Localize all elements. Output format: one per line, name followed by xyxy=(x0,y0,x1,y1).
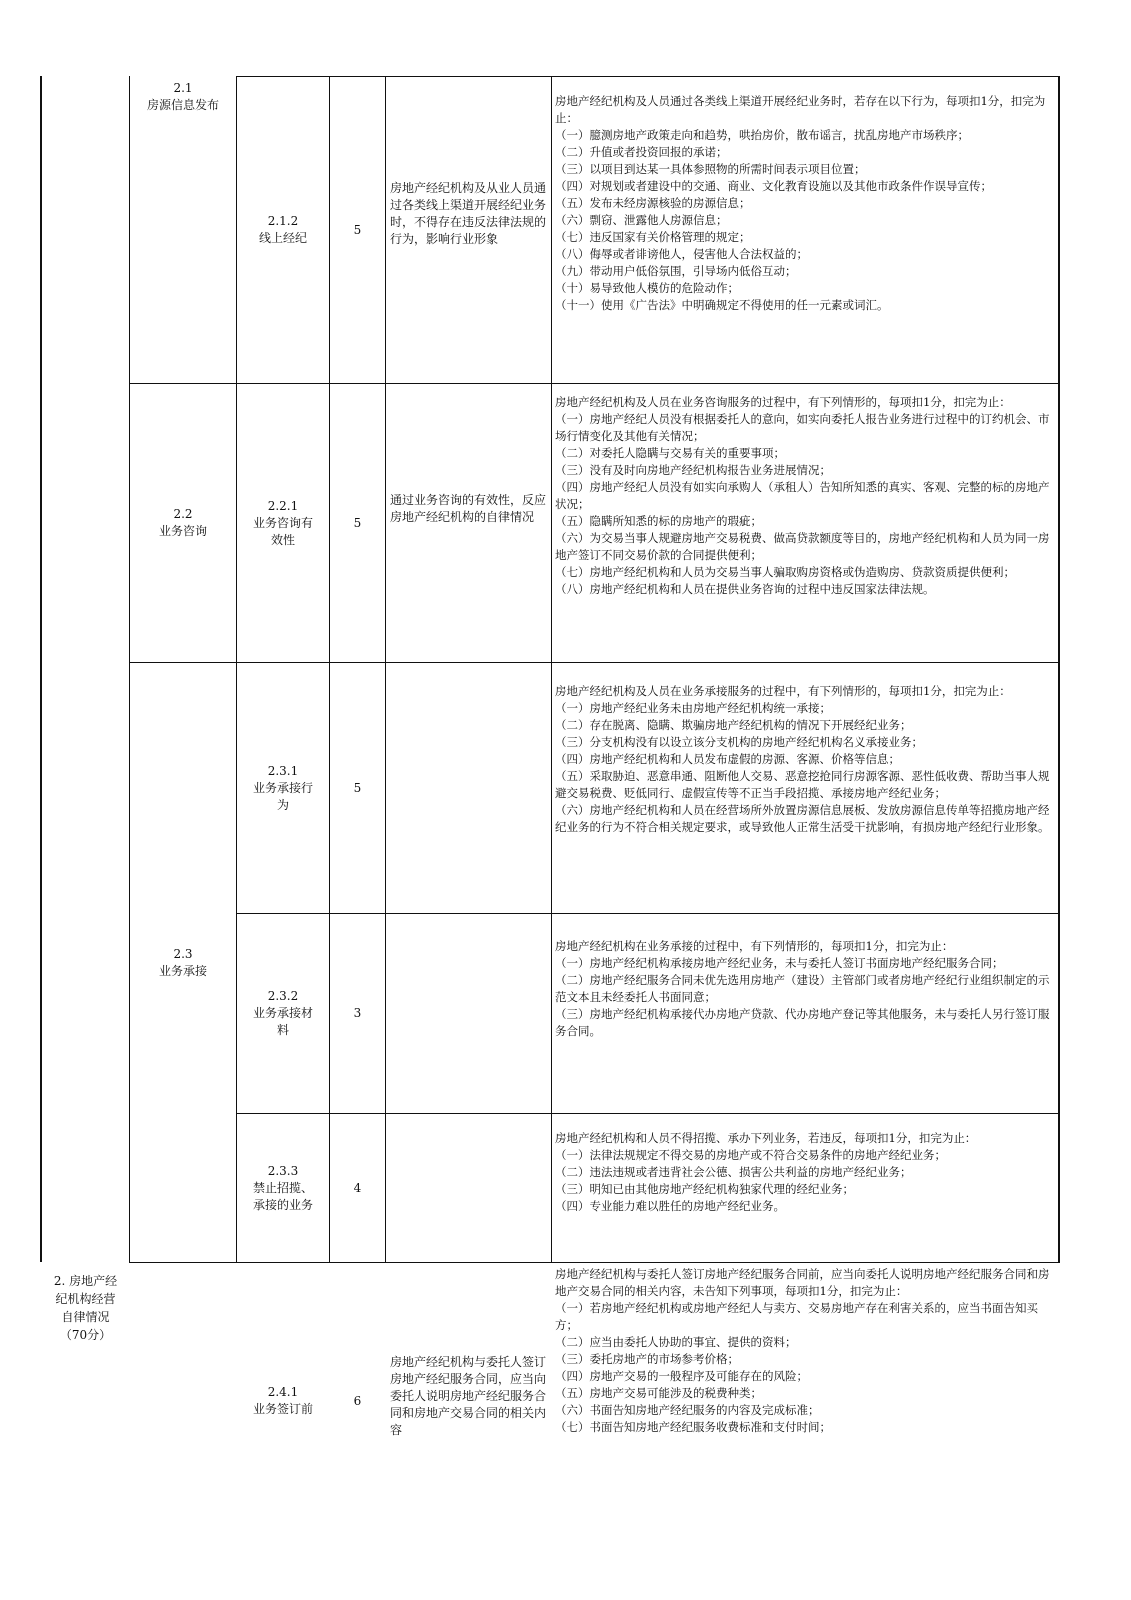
item-2-3-2 xyxy=(237,914,329,1113)
item-2-1-2 xyxy=(237,77,329,383)
item-name: 业务承接材 料 xyxy=(252,1006,313,1037)
rule-line: （一）法律法规规定不得交易的房地产或不符合交易条件的房地产经纪业务； xyxy=(555,1148,946,1162)
rule-line: （二）房地产经纪服务合同未优先选用房地产（建设）主管部门或者房地产经纪行业组织制定的示范文本且未经委托人书面同意； xyxy=(555,973,1050,1004)
item-rules xyxy=(555,93,1053,381)
rule-line: （四）房地产交易的一般程序及可能存在的风险； xyxy=(555,1369,808,1383)
rule-line: （七）房地产经纪机构和人员为交易当事人骗取购房资格或伪造购房、贷款资质提供便利； xyxy=(555,565,1015,579)
item-code: 2.2.1 xyxy=(267,498,299,513)
section-code: 2.1 xyxy=(173,81,193,95)
item-2-4-1 xyxy=(237,1263,329,1439)
rule-line: （二）违法违规或者违背社会公德、损害公共利益的房地产经纪业务； xyxy=(555,1165,912,1179)
section-name: 房源信息发布 xyxy=(146,98,219,112)
rule-line: （五）隐瞒所知悉的标的房地产的瑕疵； xyxy=(555,514,762,528)
rule-line: （四）房地产经纪人员没有如实向承购人（承租人）告知所知悉的真实、客观、完整的标的房地产状况； xyxy=(555,480,1050,511)
rule-line: （一）房地产经纪人员没有根据委托人的意向，如实向委托人报告业务进行过程中的订约机会、市场行情变化及其他有关情况； xyxy=(555,412,1050,443)
rule-line: （六）剽窃、泄露他人房源信息； xyxy=(555,213,728,227)
item-description: 房地产经纪机构与委托人签订房地产经纪服务合同，应当向委托人说明房地产经纪服务合同和房地产交易合同的相关内容 xyxy=(390,1355,547,1437)
table-border-left xyxy=(40,76,42,1262)
rule-line: （三）以项目到达某一具体参照物的所需时间表示项目位置； xyxy=(555,162,866,176)
rule-line: （十）易导致他人模仿的危险动作； xyxy=(555,281,739,295)
item-code: 2.3.3 xyxy=(267,1163,299,1178)
rule-line: （六）为交易当事人规避房地产交易税费、做高贷款额度等目的，房地产经纪机构和人员为同一房地产签订不同交易价款的合同提供便利； xyxy=(555,531,1050,562)
item-code: 2.4.1 xyxy=(267,1385,299,1399)
rule-line: 房地产经纪机构和人员不得招揽、承办下列业务，若违反，每项扣1分，扣完为止： xyxy=(555,1131,977,1145)
item-name: 业务咨询有 效性 xyxy=(252,515,313,547)
rule-line: 房地产经纪机构及人员在业务咨询服务的过程中，有下列情形的，每项扣1分，扣完为止： xyxy=(555,395,1011,409)
item-description: 房地产经纪机构及从业人员通过各类线上渠道开展经纪业务时，不得存在违反法律法规的行为，影响行业形象 xyxy=(390,181,547,246)
item-rules xyxy=(555,1266,1053,1462)
item-name: 禁止招揽、 承接的业务 xyxy=(252,1180,313,1212)
section-name: 业务咨询 xyxy=(158,524,207,538)
column-divider-desc xyxy=(385,76,386,1262)
item-2-3-1 xyxy=(237,663,329,913)
rule-line: （八）房地产经纪机构和人员在提供业务咨询的过程中违反国家法律法规。 xyxy=(555,582,935,596)
section-code: 2.3 xyxy=(173,946,193,961)
rule-line: （三）委托房地产的市场参考价格； xyxy=(555,1352,739,1366)
table-border-right xyxy=(1058,76,1060,1262)
rule-line: 房地产经纪机构及人员通过各类线上渠道开展经纪业务时，若存在以下行为，每项扣1分，扣完为止： xyxy=(555,94,1046,125)
section-2-2 xyxy=(130,384,236,662)
column-divider-rules xyxy=(551,76,552,1262)
item-score: 5 xyxy=(353,780,362,795)
rule-line: （五）采取胁迫、恶意串通、阻断他人交易、恶意挖抢同行房源客源、恶性低收费、帮助当事人规避交易税费、贬低同行、虚假宣传等不正当手段招揽、承接房地产经纪业务； xyxy=(555,769,1050,800)
rule-line: （六）书面告知房地产经纪服务的内容及完成标准； xyxy=(555,1403,820,1417)
rule-line: （二）存在脱离、隐瞒、欺骗房地产经纪机构的情况下开展经纪业务； xyxy=(555,718,912,732)
item-score: 5 xyxy=(353,222,362,237)
rule-line: （三）房地产经纪机构承接代办房地产贷款、代办房地产登记等其他服务，未与委托人另行签订服务合同。 xyxy=(555,1007,1050,1038)
rule-line: （四）房地产经纪机构和人员发布虚假的房源、客源、价格等信息； xyxy=(555,752,900,766)
item-rules xyxy=(555,938,1053,1108)
item-code: 2.3.2 xyxy=(267,989,299,1003)
rule-line: 房地产经纪机构及人员在业务承接服务的过程中，有下列情形的，每项扣1分，扣完为止： xyxy=(555,684,1011,698)
rule-line: （一）房地产经纪业务未由房地产经纪机构统一承接； xyxy=(555,701,831,715)
item-code: 2.1.2 xyxy=(267,214,299,228)
rule-line: （二）升值或者投资回报的承诺； xyxy=(555,145,728,159)
item-2-2-1 xyxy=(237,384,329,662)
item-name: 线上经纪 xyxy=(258,231,307,245)
section-2-3 xyxy=(130,663,236,1262)
rule-line: （七）书面告知房地产经纪服务收费标准和支付时间； xyxy=(555,1420,831,1434)
rule-line: （八）侮辱或者诽谤他人，侵害他人合法权益的； xyxy=(555,247,808,261)
rule-line: （五）房地产交易可能涉及的税费种类； xyxy=(555,1386,762,1400)
item-rules xyxy=(555,394,1053,658)
rule-line: （三）明知已由其他房地产经纪机构独家代理的经纪业务； xyxy=(555,1182,854,1196)
item-score: 4 xyxy=(353,1180,362,1195)
item-description: 通过业务咨询的有效性，反应房地产经纪机构的自律情况 xyxy=(390,493,547,524)
section-name: 业务承接 xyxy=(158,963,207,978)
item-name: 业务签订前 xyxy=(252,1402,313,1416)
rule-line: （十一）使用《广告法》中明确规定不得使用的任一元素或词汇。 xyxy=(555,298,889,312)
rule-line: （六）房地产经纪机构和人员在经营场所外放置房源信息展板、发放房源信息传单等招揽房地产经纪业务的行为不符合相关规定要求，或导致他人正常生活受干扰影响，有损房地产经纪行业形象。 xyxy=(555,803,1050,834)
section-code: 2.2 xyxy=(173,507,193,521)
section-2-1 xyxy=(130,80,236,120)
category-label: 2. 房地产经 纪机构经营 自律情况 （70分） xyxy=(53,1274,118,1342)
rule-line: （一）房地产经纪机构承接房地产经纪业务，未与委托人签订书面房地产经纪服务合同； xyxy=(555,956,1004,970)
rule-line: （三）没有及时向房地产经纪机构报告业务进展情况； xyxy=(555,463,831,477)
item-2-3-3 xyxy=(237,1114,329,1262)
rule-line: （二）对委托人隐瞒与交易有关的重要事项； xyxy=(555,446,785,460)
item-score: 6 xyxy=(353,1393,362,1408)
item-name: 业务承接行 为 xyxy=(252,780,313,812)
rule-line: （五）发布未经房源核验的房源信息； xyxy=(555,196,751,210)
rule-line: （一）臆测房地产政策走向和趋势，哄抬房价，散布谣言，扰乱房地产市场秩序； xyxy=(555,128,969,142)
rule-line: （四）专业能力难以胜任的房地产经纪业务。 xyxy=(555,1199,785,1213)
item-rules xyxy=(555,1130,1053,1258)
rule-line: （九）带动用户低俗氛围，引导场内低俗互动； xyxy=(555,264,797,278)
item-rules xyxy=(555,683,1053,909)
rule-line: （四）对规划或者建设中的交通、商业、文化教育设施以及其他市政条件作误导宣传； xyxy=(555,179,992,193)
rule-line: （一）若房地产经纪机构或房地产经纪人与卖方、交易房地产存在利害关系的，应当书面告知买方； xyxy=(555,1301,1038,1332)
item-code: 2.3.1 xyxy=(267,763,299,778)
rule-line: 房地产经纪机构与委托人签订房地产经纪服务合同前，应当向委托人说明房地产经纪服务合同和房地产交易合同的相关内容，未告知下列事项，每项扣1分，扣完为止： xyxy=(555,1267,1050,1298)
rule-line: 房地产经纪机构在业务承接的过程中，有下列情形的，每项扣1分，扣完为止： xyxy=(555,939,954,953)
rule-line: （七）违反国家有关价格管理的规定； xyxy=(555,230,751,244)
rule-line: （二）应当由委托人协助的事宜、提供的资料； xyxy=(555,1335,797,1349)
item-score: 5 xyxy=(353,515,362,530)
rule-line: （三）分支机构没有以设立该分支机构的房地产经纪机构名义承接业务； xyxy=(555,735,923,749)
item-score: 3 xyxy=(353,1006,362,1020)
